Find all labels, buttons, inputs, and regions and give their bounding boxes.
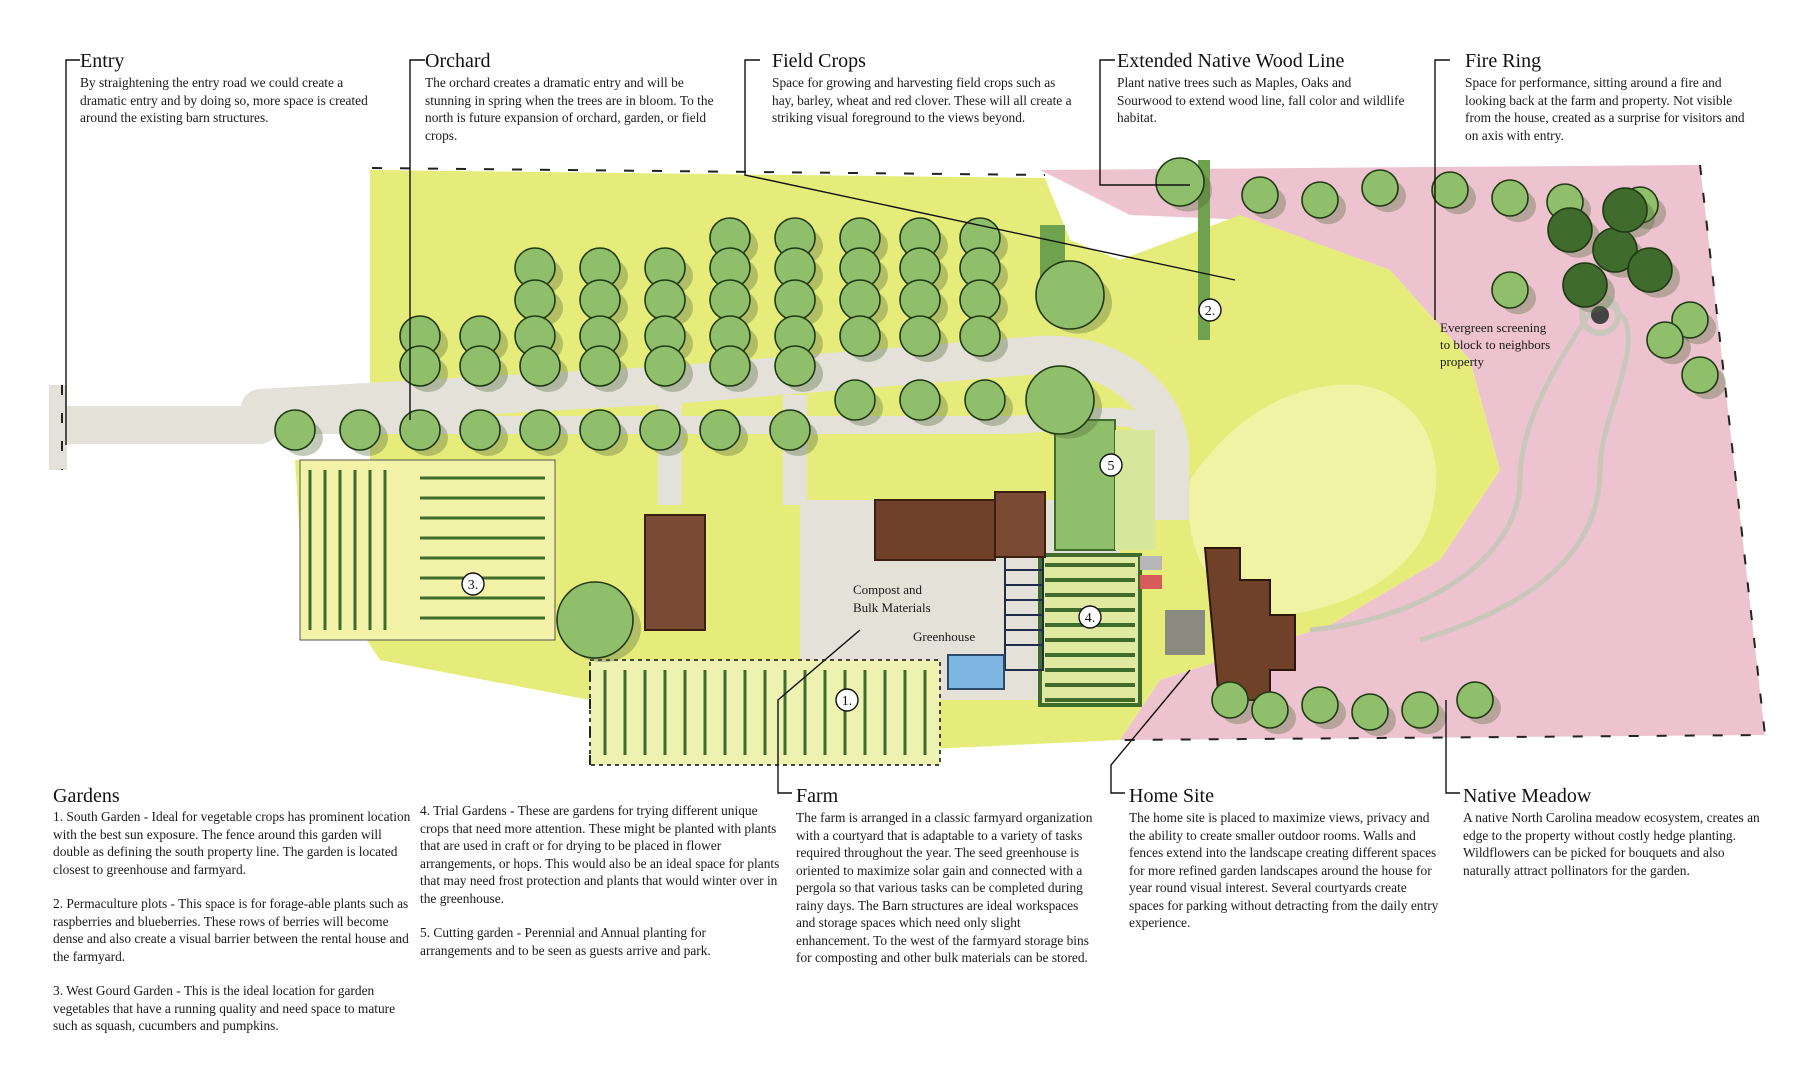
entry-title: Entry — [80, 50, 125, 72]
garden-item-1: 1. South Garden - Ideal for vegetable crops has prominent location with the best sun exposure. The fence around this garden will double as defining the south property line. The garden is located closest to greenhouse and farmyard. — [53, 809, 411, 877]
orchard-tree — [965, 380, 1005, 420]
parked-car-red — [1140, 575, 1162, 589]
orchard-tree — [775, 346, 815, 386]
native-meadow-text: A native North Carolina meadow ecosystem, creates an edge to the property without costly hedge planting. Wildflowers can be picked for bouquets and also naturally attract pollinators for the garden. — [1463, 810, 1760, 878]
canopy-tree — [1026, 366, 1094, 434]
wood-line-text: Plant native trees such as Maples, Oaks and Sourwood to extend wood line, fall color and wildlife habitat. — [1117, 75, 1405, 125]
canopy-tree — [1242, 177, 1278, 213]
garden-item-2: 2. Permaculture plots - This space is for forage-able plants such as raspberries and blueberries. These rows of berries will become dense and also create a visual barrier between the rental house and the farmyard. — [53, 896, 409, 964]
orchard-tree — [460, 410, 500, 450]
orchard-tree — [640, 410, 680, 450]
field-crops-text: Space for growing and harvesting field crops such as hay, barley, wheat and red clover. These will all create a striking visual foreground to the views beyond. — [772, 75, 1072, 125]
canopy-tree — [1302, 182, 1338, 218]
evergreen-screening-label: Evergreen screening to block to neighbors property — [1440, 320, 1551, 369]
farm-title: Farm — [796, 785, 839, 807]
native-meadow-label — [1463, 785, 1763, 879]
gardens-label-continued — [420, 802, 780, 976]
orchard-tree — [710, 280, 750, 320]
canopy-tree — [1302, 687, 1338, 723]
orchard-tree — [900, 316, 940, 356]
native-meadow-title: Native Meadow — [1463, 785, 1592, 807]
entry-text: By straightening the entry road we could create a dramatic entry and by doing so, more space is created around the existing barn structures. — [80, 75, 368, 125]
canopy-tree — [1036, 261, 1104, 329]
orchard-tree — [960, 316, 1000, 356]
parked-car-grey — [1140, 556, 1162, 570]
orchard-label — [425, 50, 720, 144]
orchard-tree — [400, 410, 440, 450]
canopy-tree — [1682, 357, 1718, 393]
orchard-tree — [900, 280, 940, 320]
evergreen-tree — [1628, 248, 1672, 292]
orchard-title: Orchard — [425, 50, 491, 72]
greenhouse — [948, 655, 1004, 689]
orchard-tree — [580, 280, 620, 320]
marker-4 — [1079, 606, 1101, 628]
canopy-tree — [1457, 682, 1493, 718]
svg-text:5: 5 — [1107, 459, 1115, 474]
canopy-tree — [1352, 694, 1388, 730]
orchard-tree — [840, 280, 880, 320]
canopy-tree — [1402, 692, 1438, 728]
evergreen-tree — [1548, 208, 1592, 252]
orchard-tree — [700, 410, 740, 450]
orchard-tree — [580, 346, 620, 386]
field-crops-title: Field Crops — [772, 50, 866, 72]
orchard-tree — [900, 380, 940, 420]
canopy-tree — [1492, 180, 1528, 216]
garden-item-4: 4. Trial Gardens - These are gardens for trying different unique crops that need more attention. These might be planted with plants that are used in craft or for drying to be placed in flower arrangements, or hops. This would also be an ideal space for plants that may need frost protection and plants that would winter over in the greenhouse. — [420, 803, 780, 906]
orchard-tree — [515, 280, 555, 320]
farm-label — [796, 785, 1096, 967]
orchard-tree — [520, 346, 560, 386]
gardens-label — [53, 785, 413, 1052]
canopy-tree — [1492, 272, 1528, 308]
fire-ring-title: Fire Ring — [1465, 50, 1542, 72]
entry-label — [80, 50, 370, 127]
evergreen-tree — [1603, 188, 1647, 232]
fire-ring-label — [1465, 50, 1755, 144]
home-site-label — [1129, 785, 1439, 932]
canopy-tree — [1252, 692, 1288, 728]
svg-text:4.: 4. — [1084, 611, 1096, 626]
garden-item-5: 5. Cutting garden - Perennial and Annual planting for arrangements and to be seen as guests arrive and park. — [420, 925, 711, 958]
garden-item-3: 3. West Gourd Garden - This is the ideal location for garden vegetables that have a running quality and need space to mature such as squash, cucumbers and pumpkins. — [53, 983, 396, 1033]
orchard-tree — [840, 316, 880, 356]
orchard-tree — [520, 410, 560, 450]
orchard-tree — [460, 346, 500, 386]
farm-text: The farm is arranged in a classic farmyard organization with a courtyard that is adaptable to a variety of tasks required throughout the year. The seed greenhouse is oriented to maximize solar gain and connected with a pergola so that various tasks can be completed during rainy days. The Barn structures are ideal workspaces and storage spaces which need only slight enhancement. To the west of the farmyard storage bins for composting and other bulk materials can be stored. — [796, 810, 1093, 965]
canopy-tree — [557, 582, 633, 658]
marker-3 — [462, 573, 484, 595]
fire-ring-text: Space for performance, sitting around a fire and looking back at the farm and property. Not visible from the house, created as a surprise for visitors and on axis with entry. — [1465, 75, 1745, 143]
home-courtyard — [1165, 610, 1205, 655]
orchard-tree — [770, 410, 810, 450]
gardens-title: Gardens — [53, 785, 120, 807]
svg-text:3.: 3. — [467, 578, 479, 593]
evergreen-tree — [1563, 263, 1607, 307]
home-site-title: Home Site — [1129, 785, 1214, 807]
svg-text:2.: 2. — [1204, 304, 1216, 319]
orchard-tree — [960, 280, 1000, 320]
marker-1 — [836, 689, 858, 711]
svg-text:1.: 1. — [841, 694, 853, 709]
canopy-tree — [1432, 172, 1468, 208]
wood-line-title: Extended Native Wood Line — [1117, 50, 1345, 72]
canopy-tree — [1362, 170, 1398, 206]
orchard-tree — [275, 410, 315, 450]
orchard-text: The orchard creates a dramatic entry and will be stunning in spring when the trees are in bloom. To the north is future expansion of orchard, garden, or field crops. — [425, 75, 714, 143]
orchard-tree — [775, 280, 815, 320]
trial-gardens — [1040, 555, 1140, 705]
cutting-garden — [1055, 420, 1155, 550]
orchard-tree — [645, 346, 685, 386]
orchard-tree — [710, 346, 750, 386]
canopy-tree — [1212, 682, 1248, 718]
orchard-tree — [340, 410, 380, 450]
greenhouse-label: Greenhouse — [913, 629, 976, 644]
canopy-tree — [1647, 322, 1683, 358]
orchard-tree — [645, 280, 685, 320]
orchard-tree — [580, 410, 620, 450]
compost-label: Compost and Bulk Materials — [853, 582, 931, 615]
south-garden — [590, 660, 940, 765]
orchard-tree — [835, 380, 875, 420]
marker-2 — [1199, 299, 1221, 321]
home-site-text: The home site is placed to maximize views, privacy and the ability to create smaller outdoor rooms. Walls and fences extend into the landscape creating different spaces for more refined garden landscapes around the house for year round visual interest. Several courtyards create spaces for parking without detracting from the daily entry experience. — [1129, 810, 1439, 930]
canopy-tree — [1156, 158, 1204, 206]
orchard-tree — [400, 346, 440, 386]
field-crops-label — [772, 50, 1072, 127]
west-gourd-garden — [300, 460, 555, 640]
wood-line-label — [1117, 50, 1407, 127]
marker-5 — [1100, 454, 1122, 476]
